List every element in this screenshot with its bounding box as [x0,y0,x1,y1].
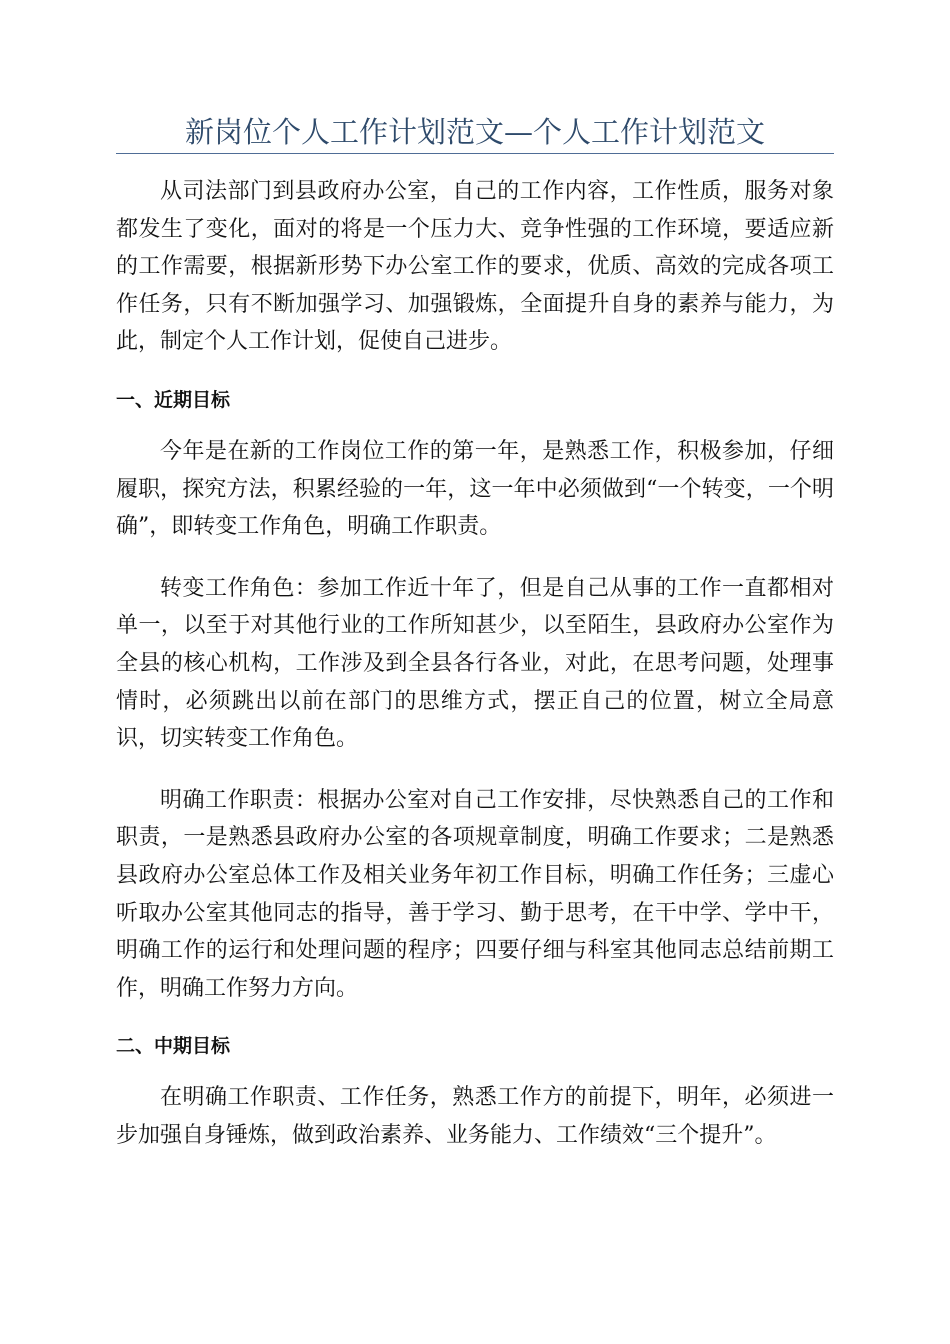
intro-paragraph: 从司法部门到县政府办公室，自己的工作内容，工作性质，服务对象都发生了变化，面对的将是一个压力大、竞争性强的工作环境，要适应新的工作需要，根据新形势下办公室工作的要求，优质、高效的完成各项工作任务，只有不断加强学习、加强锻炼，全面提升自身的素养与能力，为此，制定个人工作计划，促使自己进步。 [116,179,834,355]
section1-paragraph: 明确工作职责：根据办公室对自己工作安排，尽快熟悉自己的工作和职责，一是熟悉县政府办公室的各项规章制度，明确工作要求；二是熟悉县政府办公室总体工作及相关业务年初工作目标，明确工作任务；三虚心听取办公室其他同志的指导，善于学习、勤于思考，在干中学、学中干，明确工作的运行和处理问题的程序；四要仔细与科室其他同志总结前期工作，明确工作努力方向。 [116,787,834,1001]
section-heading-near-term: 一、近期目标 [116,388,231,411]
document-body [116,173,834,1178]
section-heading-mid-term: 二、中期目标 [116,1035,231,1058]
document-title: 新岗位个人工作计划范文—个人工作计划范文 [184,115,765,149]
section1-paragraph: 今年是在新的工作岗位工作的第一年，是熟悉工作，积极参加，仔细履职，探究方法，积累经验的一年，这一年中必须做到“一个转变，一个明确”，即转变工作角色，明确工作职责。 [116,438,834,540]
title-underline [116,153,834,154]
section1-paragraph: 转变工作角色：参加工作近十年了，但是自己从事的工作一直都相对单一，以至于对其他行业的工作所知甚少，以至陌生，县政府办公室作为全县的核心机构，工作涉及到全县各行各业，对此，在思考问题，处理事情时，必须跳出以前在部门的思维方式，摆正自己的位置，树立全局意识，切实转变工作角色。 [116,575,834,752]
section2-paragraph: 在明确工作职责、工作任务，熟悉工作方的前提下，明年，必须进一步加强自身锤炼，做到政治素养、业务能力、工作绩效“三个提升”。 [116,1085,834,1148]
